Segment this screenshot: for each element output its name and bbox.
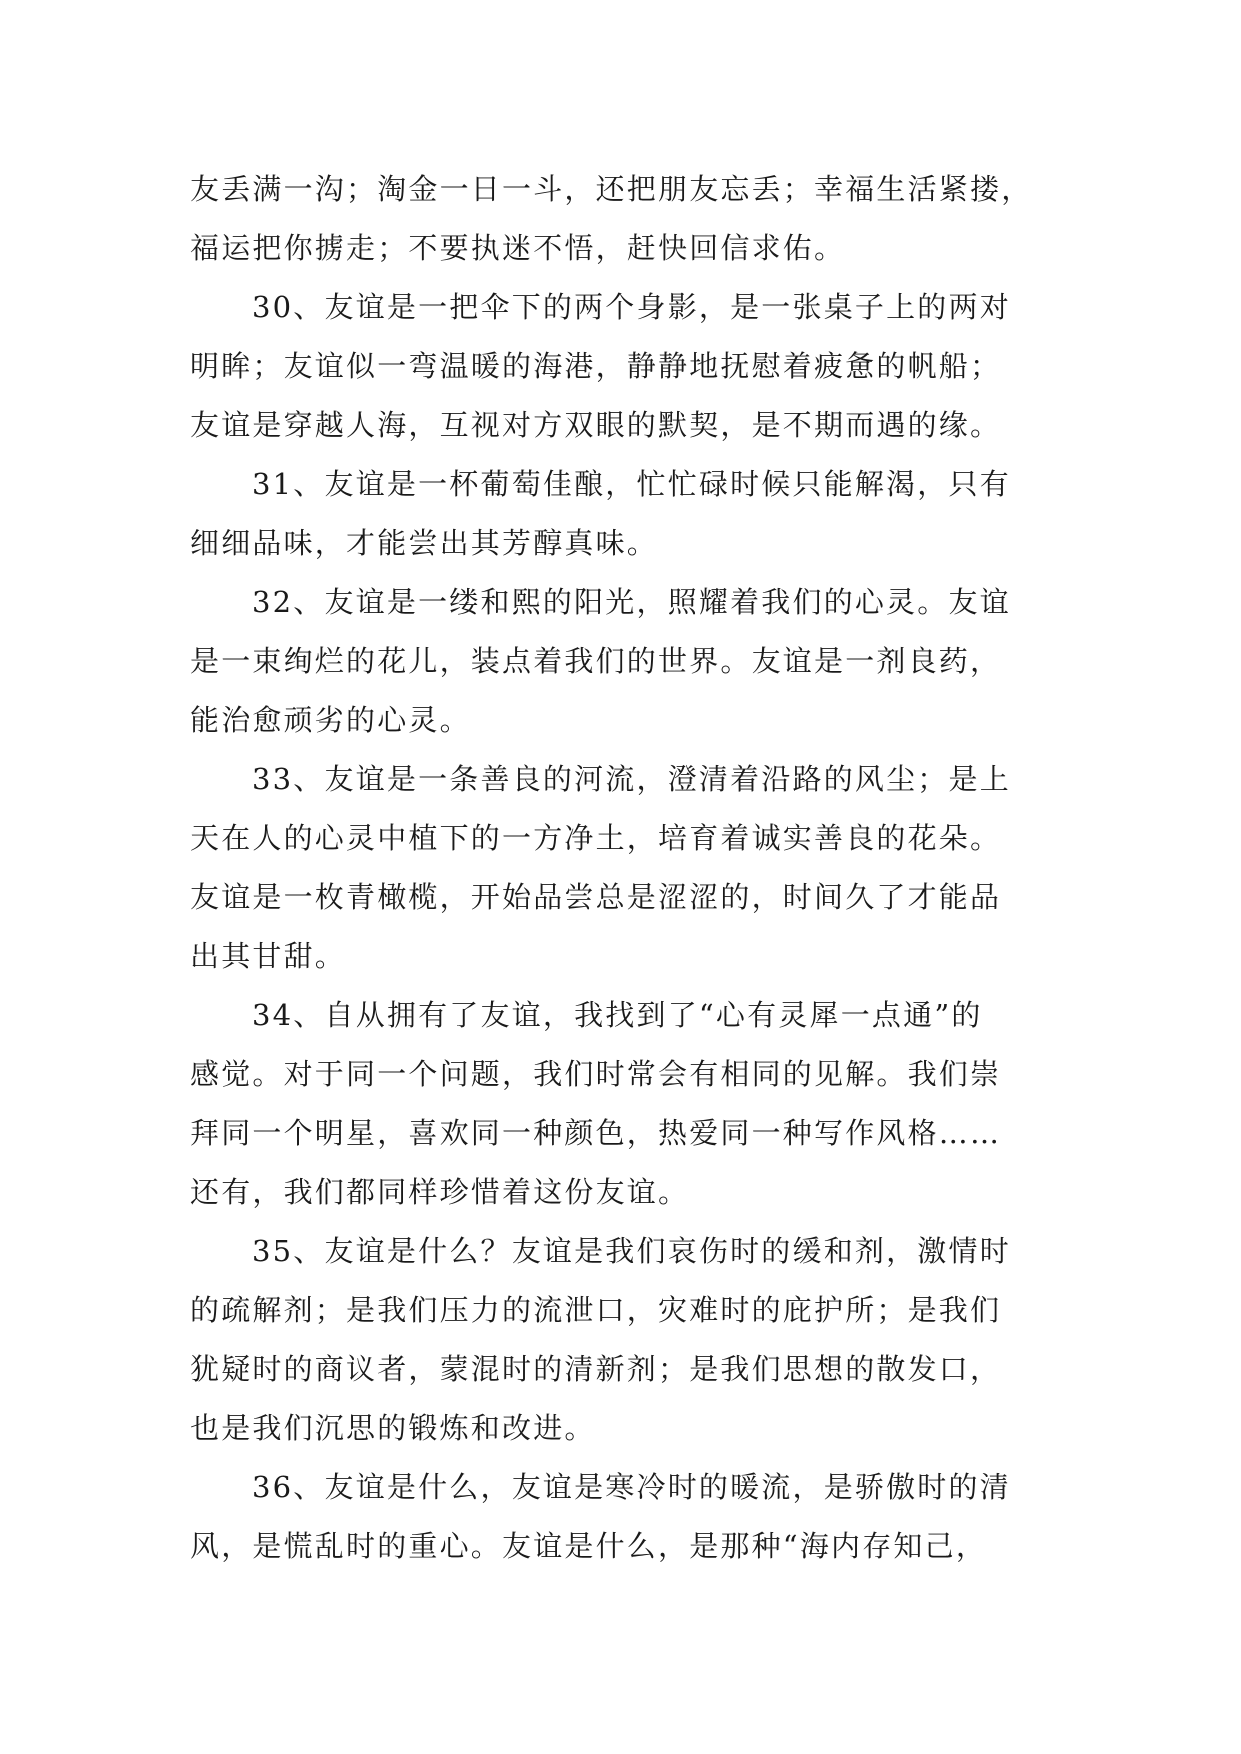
text-line: 30、友谊是一把伞下的两个身影，是一张桌子上的两对 [252,290,1011,324]
document-body [190,160,1070,1576]
text-line: 友谊是穿越人海，互视对方双眼的默契，是不期而遇的缘。 [190,408,1002,442]
text-line: 的疏解剂；是我们压力的流泄口，灾难时的庇护所；是我们 [190,1293,1002,1327]
text-line: 明眸；友谊似一弯温暖的海港，静静地抚慰着疲惫的帆船； [190,349,1002,383]
text-line: 是一束绚烂的花儿，装点着我们的世界。友谊是一剂良药， [190,644,1002,678]
paragraph [190,1458,1070,1576]
text-line: 还有，我们都同样珍惜着这份友谊。 [190,1175,690,1209]
text-line: 拜同一个明星，喜欢同一种颜色，热爱同一种写作风格…… [190,1116,1002,1150]
text-line: 32、友谊是一缕和熙的阳光，照耀着我们的心灵。友谊 [252,585,1011,619]
paragraph [190,278,1070,455]
text-line: 犹疑时的商议者，蒙混时的清新剂；是我们思想的散发口， [190,1352,1002,1386]
text-line: 也是我们沉思的锻炼和改进。 [190,1411,596,1445]
text-line: 35、友谊是什么？友谊是我们哀伤时的缓和剂，激情时 [252,1234,1011,1268]
paragraph [190,573,1070,750]
paragraph [190,1222,1070,1458]
paragraph [190,750,1070,986]
text-line: 友丢满一沟；淘金一日一斗，还把朋友忘丢；幸福生活紧搂， [190,172,1033,206]
text-line: 天在人的心灵中植下的一方净土，培育着诚实善良的花朵。 [190,821,1002,855]
paragraph [190,986,1070,1222]
text-line: 能治愈顽劣的心灵。 [190,703,471,737]
text-line: 风，是慌乱时的重心。友谊是什么，是那种“海内存知己， [190,1529,988,1563]
text-line: 出其甘甜。 [190,939,347,973]
text-line: 36、友谊是什么，友谊是寒冷时的暖流，是骄傲时的清 [252,1470,1011,1504]
paragraph [190,455,1070,573]
text-line: 31、友谊是一杯葡萄佳酿，忙忙碌时候只能解渴，只有 [252,467,1011,501]
text-line: 福运把你掳走；不要执迷不悟，赶快回信求佑。 [190,231,846,265]
text-line: 友谊是一枚青橄榄，开始品尝总是涩涩的，时间久了才能品 [190,880,1002,914]
text-line: 33、友谊是一条善良的河流，澄清着沿路的风尘；是上 [252,762,1011,796]
paragraph [190,160,1070,278]
text-line: 细细品味，才能尝出其芳醇真味。 [190,526,659,560]
text-line: 感觉。对于同一个问题，我们时常会有相同的见解。我们崇 [190,1057,1002,1091]
text-line: 34、自从拥有了友谊，我找到了“心有灵犀一点通”的 [252,998,983,1032]
